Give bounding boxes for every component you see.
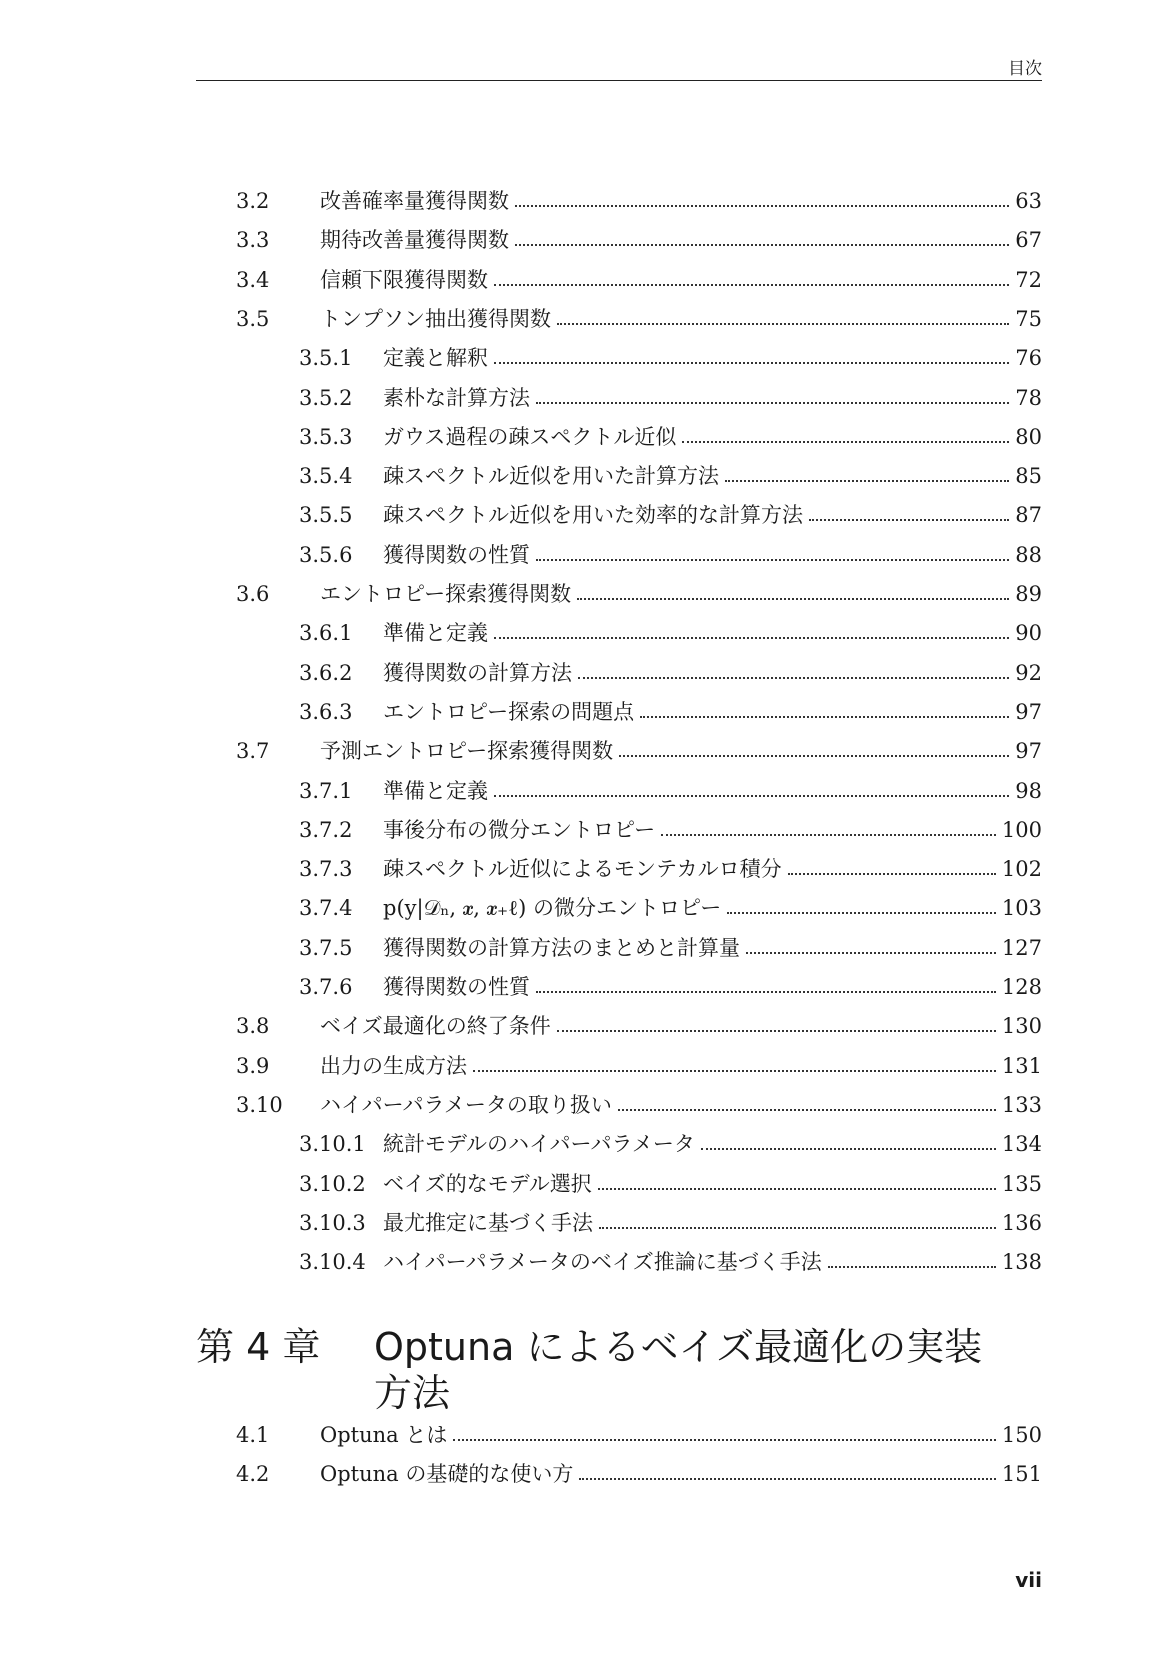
- toc-entry[interactable]: [299, 614, 1042, 646]
- dot-leader: [640, 716, 1009, 718]
- entry-page: 75: [1015, 306, 1042, 331]
- dot-leader: [557, 1030, 996, 1032]
- entry-number: 3.7.1: [299, 778, 353, 803]
- chapter-number: 第 4 章: [196, 1325, 321, 1369]
- dot-leader: [473, 1070, 996, 1072]
- entry-page: 103: [1001, 896, 1042, 921]
- entry-page: 85: [1015, 464, 1042, 489]
- entry-title: 事後分布の微分エントロピー: [383, 817, 656, 842]
- entry-number: 3.8: [236, 1014, 270, 1039]
- page-number: vii: [1015, 1568, 1042, 1592]
- entry-number: 3.10.1: [299, 1132, 366, 1157]
- toc-entry[interactable]: [236, 575, 1042, 607]
- dot-leader: [453, 1439, 996, 1441]
- entry-number: 3.6.1: [299, 621, 353, 646]
- entry-number: 3.4: [236, 267, 270, 292]
- entry-title: トンプソン抽出獲得関数: [320, 306, 551, 331]
- dot-leader: [701, 1148, 996, 1150]
- entry-title: ベイズ的なモデル選択: [383, 1171, 592, 1196]
- entry-page: 98: [1015, 778, 1042, 803]
- toc-entry[interactable]: [236, 1047, 1042, 1079]
- entry-title: 最尤推定に基づく手法: [383, 1210, 593, 1235]
- toc-entry[interactable]: [236, 182, 1042, 214]
- entry-page: 63: [1015, 189, 1042, 213]
- dot-leader: [828, 1266, 996, 1268]
- dot-leader: [536, 402, 1009, 404]
- dot-leader: [661, 834, 996, 836]
- entry-title: 予測エントロピー探索獲得関数: [320, 739, 614, 764]
- entry-title: 準備と定義: [383, 621, 488, 646]
- entry-number: 4.1: [236, 1423, 270, 1447]
- toc-entry[interactable]: [299, 850, 1042, 882]
- entry-page: 80: [1015, 424, 1042, 449]
- dot-leader: [579, 1478, 996, 1480]
- entry-number: 3.9: [236, 1053, 270, 1078]
- entry-title: ガウス過程の疎スペクトル近似: [383, 424, 677, 449]
- dot-leader: [618, 1109, 996, 1111]
- entry-number: 3.7.3: [299, 857, 353, 882]
- dot-leader: [515, 244, 1009, 246]
- entry-title: p(y|𝒟ₙ, 𝒙, 𝒙₊ℓ) の微分エントロピー: [383, 896, 722, 921]
- entry-title: Optuna とは: [320, 1423, 448, 1447]
- dot-leader: [515, 205, 1009, 207]
- toc-entry[interactable]: [299, 418, 1042, 450]
- entry-page: 151: [1001, 1462, 1042, 1487]
- entry-page: 100: [1001, 817, 1042, 842]
- entry-page: 88: [1015, 542, 1042, 567]
- toc-entry[interactable]: [299, 654, 1042, 686]
- toc-entry[interactable]: [236, 1007, 1042, 1039]
- entry-title: 期待改善量獲得関数: [320, 228, 509, 253]
- entry-title: ベイズ最適化の終了条件: [320, 1014, 551, 1039]
- entry-title: ハイパーパラメータのベイズ推論に基づく手法: [383, 1250, 822, 1275]
- entry-number: 3.7.2: [299, 817, 353, 842]
- entry-title: 疎スペクトル近似を用いた計算方法: [383, 464, 719, 489]
- toc-entry[interactable]: [299, 1125, 1042, 1157]
- entry-page: 102: [1001, 857, 1042, 882]
- toc-entry[interactable]: [236, 1416, 1042, 1448]
- entry-number: 3.5: [236, 306, 270, 331]
- toc-entry[interactable]: [299, 968, 1042, 1000]
- entry-title: 改善確率量獲得関数: [320, 189, 509, 213]
- entry-page: 97: [1015, 739, 1042, 764]
- header-label: 目次: [1008, 59, 1042, 79]
- entry-number: 3.7.6: [299, 975, 353, 999]
- entry-number: 3.5.6: [299, 542, 353, 567]
- entry-title: 信頼下限獲得関数: [320, 267, 488, 292]
- toc-entry[interactable]: [299, 1165, 1042, 1197]
- dot-leader: [725, 480, 1009, 482]
- entry-page: 78: [1015, 385, 1042, 410]
- dot-leader: [599, 1227, 996, 1229]
- dot-leader: [746, 952, 996, 954]
- dot-leader: [809, 519, 1009, 521]
- entry-page: 87: [1015, 503, 1042, 528]
- toc-entry[interactable]: [299, 1204, 1042, 1236]
- entry-page: 89: [1015, 582, 1042, 606]
- dot-leader: [536, 559, 1009, 561]
- chapter-title: Optuna によるベイズ最適化の実装方法: [374, 1325, 983, 1415]
- entry-page: 135: [1001, 1171, 1042, 1196]
- entry-page: 127: [1001, 935, 1042, 960]
- entry-number: 3.5.3: [299, 424, 353, 449]
- entry-page: 67: [1015, 228, 1042, 253]
- running-header: [196, 52, 1042, 81]
- dot-leader: [682, 441, 1009, 443]
- entry-title: 疎スペクトル近似を用いた効率的な計算方法: [383, 503, 803, 528]
- toc-entry[interactable]: [299, 496, 1042, 528]
- entry-title: ハイパーパラメータの取り扱い: [320, 1092, 612, 1117]
- entry-page: 128: [1001, 975, 1042, 999]
- toc-entry[interactable]: [236, 261, 1042, 293]
- entry-page: 138: [1001, 1250, 1042, 1275]
- toc-entry[interactable]: [299, 811, 1042, 843]
- entry-number: 4.2: [236, 1462, 270, 1487]
- entry-title: 出力の生成方法: [320, 1053, 467, 1078]
- entry-page: 131: [1001, 1053, 1042, 1078]
- entry-number: 3.2: [236, 189, 270, 213]
- entry-title: 獲得関数の性質: [383, 975, 530, 999]
- entry-number: 3.7.4: [299, 896, 353, 921]
- dot-leader: [494, 284, 1009, 286]
- entry-number: 3.7.5: [299, 935, 353, 960]
- entry-page: 150: [1001, 1423, 1042, 1447]
- toc-entry[interactable]: [236, 1455, 1042, 1487]
- entry-number: 3.7: [236, 739, 270, 764]
- entry-title: 獲得関数の計算方法: [383, 660, 572, 685]
- entry-page: 76: [1015, 346, 1042, 371]
- toc-entry[interactable]: [299, 457, 1042, 489]
- entry-number: 3.5.4: [299, 464, 353, 489]
- dot-leader: [788, 873, 996, 875]
- entry-title: 獲得関数の計算方法のまとめと計算量: [383, 935, 740, 960]
- dot-leader: [494, 637, 1009, 639]
- dot-leader: [536, 991, 996, 993]
- dot-leader: [494, 795, 1009, 797]
- dot-leader: [619, 755, 1009, 757]
- entry-number: 3.5.2: [299, 385, 353, 410]
- toc-entry[interactable]: [299, 693, 1042, 725]
- dot-leader: [578, 677, 1009, 679]
- entry-number: 3.3: [236, 228, 270, 253]
- entry-title: 獲得関数の性質: [383, 542, 530, 567]
- toc-entry[interactable]: [236, 221, 1042, 253]
- toc-entry[interactable]: [299, 379, 1042, 411]
- entry-page: 92: [1015, 660, 1042, 685]
- entry-number: 3.6.3: [299, 699, 353, 724]
- entry-title: Optuna の基礎的な使い方: [320, 1462, 574, 1487]
- entry-page: 130: [1001, 1014, 1042, 1039]
- entry-page: 97: [1015, 699, 1042, 724]
- toc-entry[interactable]: [299, 339, 1042, 371]
- toc-entry[interactable]: [299, 536, 1042, 568]
- entry-number: 3.6.2: [299, 660, 353, 685]
- toc-entry[interactable]: [299, 929, 1042, 961]
- toc-entry[interactable]: [236, 300, 1042, 332]
- toc-entry[interactable]: [299, 772, 1042, 804]
- entry-number: 3.10.3: [299, 1210, 366, 1235]
- entry-page: 90: [1015, 621, 1042, 646]
- entry-number: 3.10.2: [299, 1171, 366, 1196]
- entry-page: 134: [1001, 1132, 1042, 1157]
- toc-entry[interactable]: [299, 889, 1042, 921]
- entry-number: 3.10: [236, 1092, 283, 1117]
- entry-title: 疎スペクトル近似によるモンテカルロ積分: [383, 857, 782, 882]
- toc-entry[interactable]: [236, 732, 1042, 764]
- entry-title: エントロピー探索の問題点: [383, 699, 635, 724]
- entry-title: 準備と定義: [383, 778, 488, 803]
- entry-page: 72: [1015, 267, 1042, 292]
- dot-leader: [727, 912, 996, 914]
- toc-entry[interactable]: [299, 1243, 1042, 1275]
- entry-title: エントロピー探索獲得関数: [320, 582, 572, 606]
- dot-leader: [598, 1188, 996, 1190]
- entry-title: 統計モデルのハイパーパラメータ: [383, 1132, 695, 1157]
- dot-leader: [577, 598, 1009, 600]
- entry-title: 素朴な計算方法: [383, 385, 530, 410]
- toc-entry[interactable]: [236, 1086, 1042, 1118]
- entry-number: 3.10.4: [299, 1250, 366, 1275]
- entry-title: 定義と解釈: [383, 346, 488, 371]
- entry-page: 136: [1001, 1210, 1042, 1235]
- entry-number: 3.5.1: [299, 346, 353, 371]
- entry-number: 3.5.5: [299, 503, 353, 528]
- entry-number: 3.6: [236, 582, 270, 606]
- dot-leader: [494, 362, 1009, 364]
- dot-leader: [557, 323, 1009, 325]
- entry-page: 133: [1001, 1092, 1042, 1117]
